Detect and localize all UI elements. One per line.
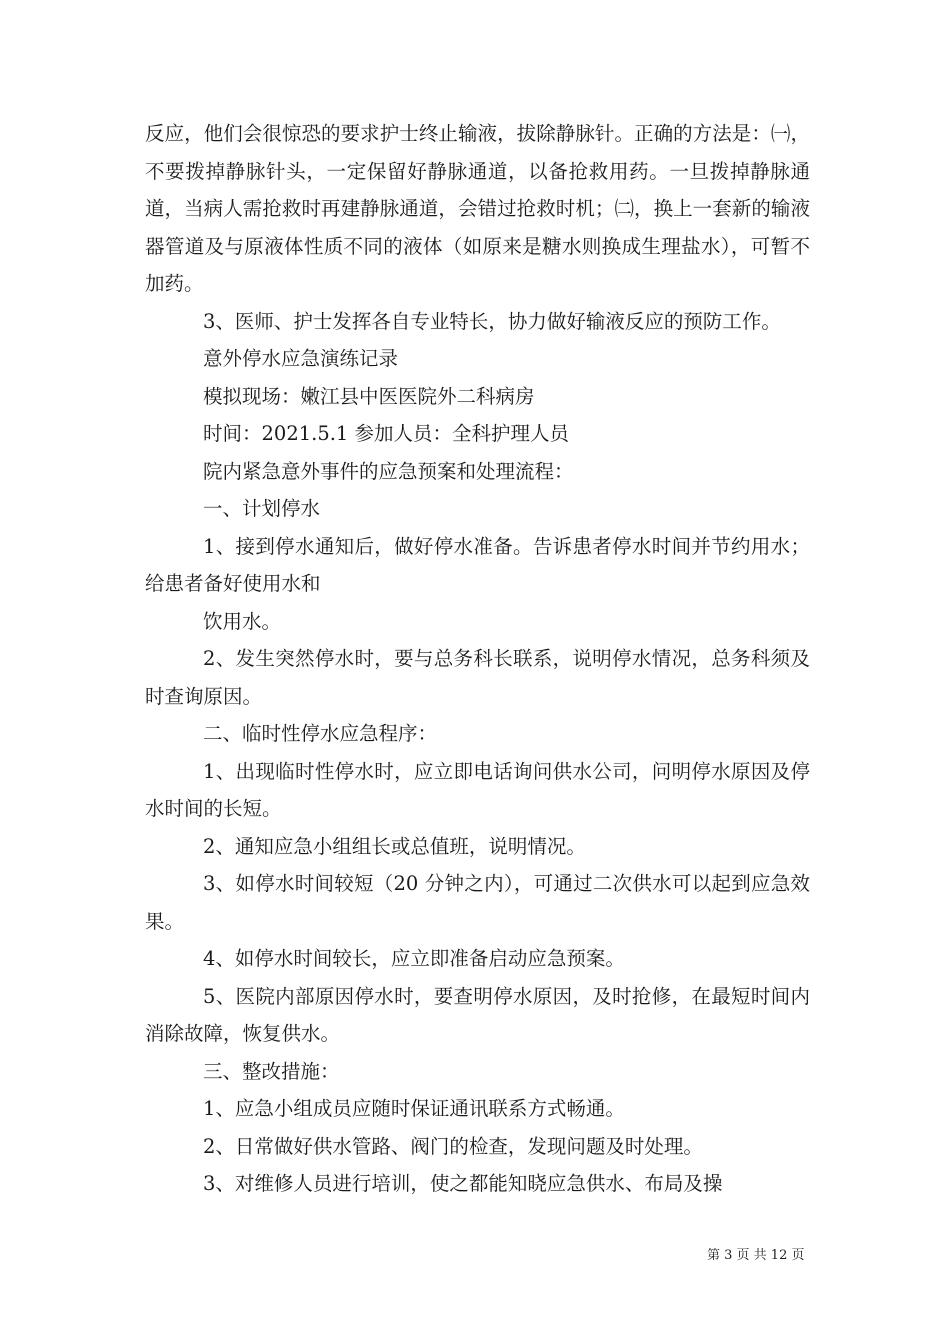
- paragraph-planned-item-1: 1、接到停水通知后，做好停水准备。告诉患者停水时间并节约用水；给患者备好使用水和: [145, 534, 810, 595]
- paragraph-temporary-item-2: 2、通知应急小组组长或总值班，说明情况。: [203, 834, 586, 858]
- paragraph-infusion-reaction: 反应，他们会很惊恐的要求护士终止输液，拔除静脉针。正确的方法是：㈠，不要拨掉静脉针头，一定保留好静脉通道，以备抢救用药。一旦拨掉静脉通道，当病人需抢救时再建静脉通道，会错过抢救时机；㈡，换上一套新的输液器管道及与原液体性质不同的液体（如原来是糖水则换成生理盐水），可暂不加药。: [145, 122, 810, 295]
- time-participants-line: 时间：2021.5.1 参加人员：全科护理人员: [203, 422, 570, 445]
- paragraph-rectification-item-2: 2、日常做好供水管路、阀门的检查，发现问题及时处理。: [203, 1134, 703, 1158]
- page-number: 第 3 页 共 12 页: [707, 1248, 805, 1263]
- heading-rectification: 三、整改措施：: [203, 1059, 340, 1083]
- paragraph-temporary-item-4: 4、如停水时间较长，应立即准备启动应急预案。: [203, 947, 625, 970]
- paragraph-temporary-item-5: 5、医院内部原因停水时，要查明停水原因，及时抢修，在最短时间内消除故障，恢复供水。: [145, 984, 810, 1045]
- heading-planned-outage: 一、计划停水: [203, 497, 321, 520]
- emergency-plan-heading: 院内紧急意外事件的应急预案和处理流程：: [203, 459, 574, 483]
- section-title-water-outage-drill: 意外停水应急演练记录: [203, 347, 399, 370]
- paragraph-planned-item-1-cont: 饮用水。: [203, 609, 282, 633]
- simulation-site-line: 模拟现场：嫩江县中医医院外二科病房: [203, 384, 535, 408]
- body-text: [145, 115, 810, 1203]
- paragraph-rectification-item-3: 3、对维修人员进行培训，使之都能知晓应急供水、布局及操: [203, 1172, 723, 1195]
- paragraph-temporary-item-3: 3、如停水时间较短（20 分钟之内），可通过二次供水可以起到应急效果。: [145, 872, 810, 933]
- paragraph-temporary-item-1: 1、出现临时性停水时，应立即电话询问供水公司，问明停水原因及停水时间的长短。: [145, 759, 810, 820]
- paragraph-item-3-doctors-nurses: 3、医师、护士发挥各自专业特长，协力做好输液反应的预防工作。: [203, 309, 781, 333]
- heading-temporary-outage: 二、临时性停水应急程序：: [203, 722, 438, 745]
- paragraph-planned-item-2: 2、发生突然停水时，要与总务科长联系，说明停水情况，总务科须及时查询原因。: [145, 647, 810, 708]
- paragraph-rectification-item-1: 1、应急小组成员应随时保证通讯联系方式畅通。: [203, 1097, 625, 1120]
